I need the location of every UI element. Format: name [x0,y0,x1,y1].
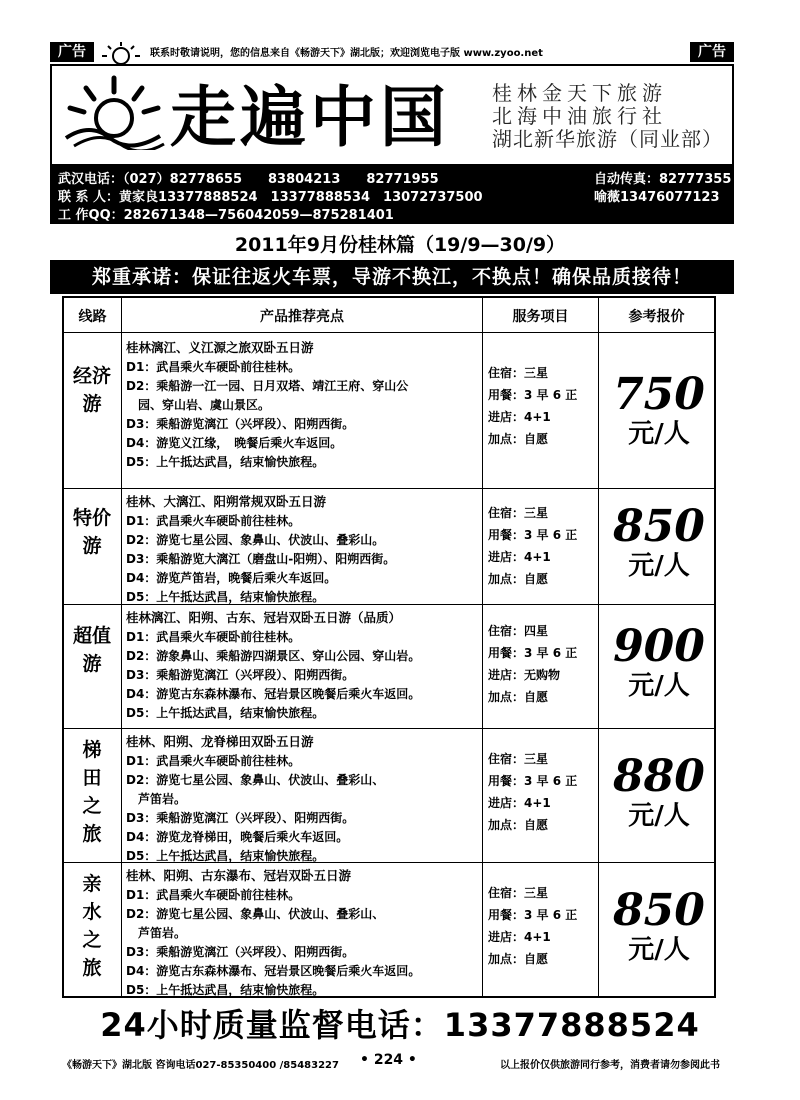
day-item: 芦笛岩。 [126,792,187,806]
header-service: 服务项目 [512,309,569,325]
ad-label-right: 广告 [690,42,734,62]
mini-sun-logo-icon [96,40,146,64]
col-divider [121,298,122,996]
route-title: 桂林、大漓江、阳朔常规双卧五日游 [126,494,327,509]
service-meals: 用餐：3 早 6 正 [488,774,578,788]
service-shops: 进店：无购物 [488,668,561,682]
route-highlights [126,732,482,866]
footer-publisher: 《畅游天下》湖北版 咨询电话027-85350400 /85483227 [62,1060,339,1071]
wuhan-phone: 武汉电话：（027）82778655 83804213 82771955 [58,172,439,187]
service-extras: 加点：自愿 [488,952,549,966]
work-qq: 工 作QQ：282671348—756042059—875281401 [58,208,394,223]
day-item: D2：乘船游一江一园、日月双塔、靖江王府、穿山公 [126,379,409,393]
route-title: 桂林漓江、义江源之旅双卧五日游 [126,340,314,355]
day-item: D5：上午抵达武昌，结束愉快旅程。 [126,590,325,604]
header-highlights: 产品推荐亮点 [260,309,344,325]
service-meals: 用餐：3 早 6 正 [488,908,578,922]
service-extras: 加点：自愿 [488,818,549,832]
day-item: D2：游览七星公园、象鼻山、伏波山、叠彩山、 [126,773,385,787]
day-item: D1：武昌乘火车硬卧前往桂林。 [126,514,301,528]
service-extras: 加点：自愿 [488,432,549,446]
price-unit: 元/人 [628,801,690,831]
price-unit: 元/人 [628,419,690,449]
day-item: D5：上午抵达武昌，结束愉快旅程。 [126,849,325,863]
row-divider [64,332,714,333]
price-unit: 元/人 [628,551,690,581]
service-extras: 加点：自愿 [488,690,549,704]
day-item: D4：游览芦笛岩，晚餐后乘火车返回。 [126,571,337,585]
header-price: 参考报价 [628,309,685,325]
route-service [488,748,598,836]
route-price [604,751,714,832]
contact-persons: 联 系 人：黄家良13377888524 13377888534 13072737500 [58,190,483,205]
day-item: D3：乘船游览大漓江（磨盘山-阳朔）、阳朔西街。 [126,552,396,566]
day-item: D5：上午抵达武昌，结束愉快旅程。 [126,983,325,997]
routes-table [62,296,716,998]
day-item: D3：乘船游览漓江（兴坪段）、阳朔西街。 [126,945,355,959]
route-price [604,501,714,582]
route-price [604,369,714,450]
col-divider [598,298,599,996]
price-value: 900 [613,621,705,672]
route-service [488,882,598,970]
day-item: D1：武昌乘火车硬卧前往桂林。 [126,360,301,374]
service-hotel: 住宿：三星 [488,752,549,766]
fax-number: 自动传真：82777355 [594,172,732,187]
route-service [488,620,598,708]
season-title: 2011年9月份桂林篇（19/9—30/9） [234,234,566,256]
price-value: 750 [613,369,705,420]
row-divider [64,488,714,489]
day-item: D4：游览古东森林瀑布、冠岩景区晚餐后乘火车返回。 [126,687,421,701]
route-highlights [126,338,482,472]
service-meals: 用餐：3 早 6 正 [488,646,578,660]
price-unit: 元/人 [628,935,690,965]
route-title: 桂林、阳朔、古东瀑布、冠岩双卧五日游 [126,868,352,883]
day-item: 园、穿山岩、虞山景区。 [126,398,271,412]
agency-1: 桂林金天下旅游 [492,81,667,105]
day-item: D5：上午抵达武昌，结束愉快旅程。 [126,706,325,720]
col-divider [482,298,483,996]
route-service [488,362,598,450]
day-item: D3：乘船游览漓江（兴坪段）、阳朔西街。 [126,811,355,825]
route-name: 特价游 [72,507,111,557]
route-name-text: 亲水之旅 [82,873,102,979]
day-item: D1：武昌乘火车硬卧前往桂林。 [126,754,301,768]
route-highlights [126,492,482,607]
ad-label-left: 广告 [50,42,94,62]
route-price [604,885,714,966]
price-value: 880 [613,751,705,802]
day-item: D4：游览古东森林瀑布、冠岩景区晚餐后乘火车返回。 [126,964,421,978]
service-hotel: 住宿：三星 [488,366,549,380]
promise-banner: 郑重承诺：保证往返火车票，导游不换江，不换点！确保品质接待！ [50,260,734,294]
day-item: D2：游象鼻山、乘船游四湖景区、穿山公园、穿山岩。 [126,649,421,663]
route-name: 经济游 [72,365,111,415]
agency-3: 湖北新华旅游（同业部） [492,127,723,151]
route-name: 超值游 [72,625,111,675]
price-value: 850 [613,501,705,552]
footer-disclaimer: 以上报价仅供旅游同行参考，消费者请勿参阅此书 [500,1060,720,1071]
day-item: D3：乘船游览漓江（兴坪段）、阳朔西街。 [126,417,355,431]
day-item: D4：游览龙脊梯田，晚餐后乘火车返回。 [126,830,349,844]
agency-list [492,82,723,151]
route-price [604,621,714,702]
day-item: D5：上午抵达武昌，结束愉快旅程。 [126,455,325,469]
service-hotel: 住宿：三星 [488,506,549,520]
header-route: 线路 [78,309,107,325]
day-item: D4：游览义江缘， 晚餐后乘火车返回。 [126,436,343,450]
row-divider [64,728,714,729]
route-highlights [126,608,482,723]
price-value: 850 [613,885,705,936]
day-item: D2：游览七星公园、象鼻山、伏波山、叠彩山。 [126,533,385,547]
page-number: • 224 • [360,1052,417,1068]
service-meals: 用餐：3 早 6 正 [488,388,578,402]
route-service [488,502,598,590]
agency-2: 北海中油旅行社 [492,104,667,128]
day-item: D1：武昌乘火车硬卧前往桂林。 [126,888,301,902]
service-extras: 加点：自愿 [488,572,549,586]
source-note: 联系时敬请说明，您的信息来自《畅游天下》湖北版；欢迎浏览电子版 www.zyoo.net [150,48,543,59]
service-meals: 用餐：3 早 6 正 [488,528,578,542]
day-item: D1：武昌乘火车硬卧前往桂林。 [126,630,301,644]
route-name [64,870,120,982]
route-title: 桂林、阳朔、龙脊梯田双卧五日游 [126,734,314,749]
day-item: 芦笛岩。 [126,926,187,940]
route-name [64,736,120,848]
route-name-text: 梯田之旅 [82,739,102,845]
service-shops: 进店：4+1 [488,930,551,944]
price-unit: 元/人 [628,671,690,701]
day-item: D3：乘船游览漓江（兴坪段）、阳朔西街。 [126,668,355,682]
service-hotel: 住宿：三星 [488,886,549,900]
service-shops: 进店：4+1 [488,410,551,424]
day-item: D2：游览七星公园、象鼻山、伏波山、叠彩山、 [126,907,385,921]
sun-logo-icon [60,72,168,150]
service-shops: 进店：4+1 [488,550,551,564]
brand-title: 走遍中国 [170,78,450,156]
contact-bar [50,164,734,224]
route-title: 桂林漓江、阳朔、古东、冠岩双卧五日游（品质） [126,610,402,625]
contact-yu: 喻薇13476077123 [594,190,720,205]
service-shops: 进店：4+1 [488,796,551,810]
route-highlights [126,866,482,1000]
quality-hotline: 24小时质量监督电话：13377888524 [100,1006,700,1044]
service-hotel: 住宿：四星 [488,624,549,638]
